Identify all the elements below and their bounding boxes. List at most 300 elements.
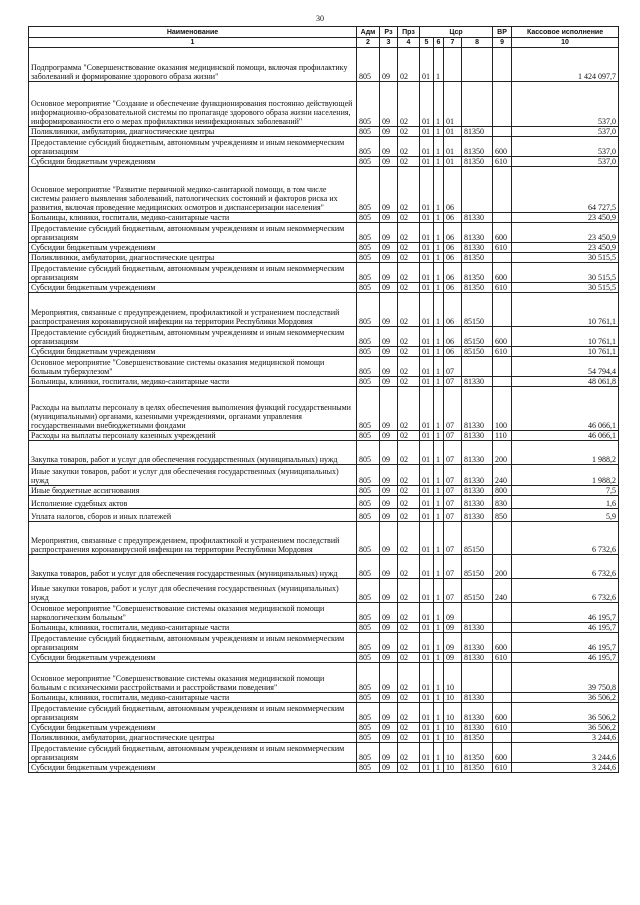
row-name: Иные бюджетные ассигнования bbox=[29, 486, 357, 496]
row-csr-direction: 81330 bbox=[462, 387, 493, 431]
row-name: Субсидии бюджетным учреждениям bbox=[29, 243, 357, 253]
row-csr-direction: 81330 bbox=[462, 465, 493, 486]
row-csr-program: 01 bbox=[420, 522, 434, 555]
row-adm: 805 bbox=[357, 127, 380, 137]
row-prz: 02 bbox=[398, 263, 420, 283]
row-adm: 805 bbox=[357, 663, 380, 693]
header-name: Наименование bbox=[29, 27, 357, 38]
row-vr bbox=[493, 357, 512, 377]
row-csr-subprogram: 1 bbox=[434, 431, 444, 441]
table-row bbox=[29, 293, 619, 327]
row-vr bbox=[493, 377, 512, 387]
row-name: Субсидии бюджетным учреждениям bbox=[29, 653, 357, 663]
table-row bbox=[29, 693, 619, 703]
row-csr-program: 01 bbox=[420, 213, 434, 223]
table-row bbox=[29, 127, 619, 137]
row-csr-event: 06 bbox=[444, 223, 462, 243]
row-rz: 09 bbox=[380, 486, 398, 496]
row-vr bbox=[493, 82, 512, 127]
row-csr-event: 09 bbox=[444, 623, 462, 633]
row-csr-event: 07 bbox=[444, 431, 462, 441]
row-csr-direction: 81350 bbox=[462, 137, 493, 157]
row-csr-event: 10 bbox=[444, 723, 462, 733]
row-adm: 805 bbox=[357, 263, 380, 283]
column-number: 2 bbox=[357, 38, 380, 48]
row-csr-direction: 81350 bbox=[462, 763, 493, 773]
column-number-row bbox=[29, 38, 619, 48]
row-prz: 02 bbox=[398, 377, 420, 387]
row-amount: 7,5 bbox=[512, 486, 619, 496]
row-csr-direction: 85150 bbox=[462, 522, 493, 555]
column-number: 9 bbox=[493, 38, 512, 48]
row-vr: 600 bbox=[493, 743, 512, 763]
column-number: 8 bbox=[462, 38, 493, 48]
table-row bbox=[29, 283, 619, 293]
row-csr-subprogram: 1 bbox=[434, 253, 444, 263]
row-adm: 805 bbox=[357, 603, 380, 623]
row-csr-event: 10 bbox=[444, 663, 462, 693]
row-adm: 805 bbox=[357, 293, 380, 327]
row-name: Предоставление субсидий бюджетным, автономным учреждениям и иным некоммерческим организациям bbox=[29, 327, 357, 347]
header-row bbox=[29, 27, 619, 38]
row-adm: 805 bbox=[357, 555, 380, 579]
header-csr: Цср bbox=[420, 27, 493, 38]
row-prz: 02 bbox=[398, 441, 420, 465]
row-vr: 240 bbox=[493, 465, 512, 486]
row-csr-subprogram: 1 bbox=[434, 387, 444, 431]
row-csr-event: 06 bbox=[444, 283, 462, 293]
row-csr-direction: 81350 bbox=[462, 263, 493, 283]
row-amount: 46 066,1 bbox=[512, 431, 619, 441]
row-vr bbox=[493, 522, 512, 555]
row-vr bbox=[493, 253, 512, 263]
table-row bbox=[29, 633, 619, 653]
row-csr-subprogram: 1 bbox=[434, 693, 444, 703]
row-prz: 02 bbox=[398, 357, 420, 377]
row-prz: 02 bbox=[398, 693, 420, 703]
row-adm: 805 bbox=[357, 253, 380, 263]
row-csr-event: 07 bbox=[444, 357, 462, 377]
row-csr-subprogram: 1 bbox=[434, 603, 444, 623]
row-vr: 200 bbox=[493, 555, 512, 579]
row-adm: 805 bbox=[357, 486, 380, 496]
row-prz: 02 bbox=[398, 253, 420, 263]
header-adm: Адм bbox=[357, 27, 380, 38]
row-vr: 100 bbox=[493, 387, 512, 431]
row-csr-event: 09 bbox=[444, 603, 462, 623]
table-row bbox=[29, 253, 619, 263]
page-number: 30 bbox=[316, 14, 324, 23]
row-name: Основное мероприятие "Совершенствование системы оказания медицинской помощи наркологическим больным" bbox=[29, 603, 357, 623]
row-prz: 02 bbox=[398, 603, 420, 623]
row-prz: 02 bbox=[398, 703, 420, 723]
row-rz: 09 bbox=[380, 377, 398, 387]
row-amount: 6 732,6 bbox=[512, 555, 619, 579]
row-adm: 805 bbox=[357, 693, 380, 703]
row-csr-direction bbox=[462, 167, 493, 213]
table-row bbox=[29, 579, 619, 603]
row-csr-event: 06 bbox=[444, 327, 462, 347]
row-adm: 805 bbox=[357, 387, 380, 431]
row-csr-event bbox=[444, 48, 462, 82]
row-amount: 5,9 bbox=[512, 509, 619, 522]
row-prz: 02 bbox=[398, 723, 420, 733]
row-amount: 48 061,8 bbox=[512, 377, 619, 387]
row-csr-program: 01 bbox=[420, 623, 434, 633]
row-csr-subprogram: 1 bbox=[434, 623, 444, 633]
row-adm: 805 bbox=[357, 763, 380, 773]
row-csr-event: 07 bbox=[444, 377, 462, 387]
row-rz: 09 bbox=[380, 763, 398, 773]
row-csr-program: 01 bbox=[420, 431, 434, 441]
row-name: Субсидии бюджетным учреждениям bbox=[29, 723, 357, 733]
table-row bbox=[29, 347, 619, 357]
row-csr-program: 01 bbox=[420, 137, 434, 157]
row-csr-direction: 85150 bbox=[462, 555, 493, 579]
row-name: Основное мероприятие "Совершенствование системы оказания медицинской помощи больным с психическими расстройствами и расстройствами поведения" bbox=[29, 663, 357, 693]
row-csr-direction: 81330 bbox=[462, 496, 493, 509]
table-row bbox=[29, 555, 619, 579]
row-csr-event: 06 bbox=[444, 347, 462, 357]
budget-table bbox=[28, 26, 619, 773]
row-prz: 02 bbox=[398, 431, 420, 441]
table-row bbox=[29, 603, 619, 623]
row-csr-program: 01 bbox=[420, 127, 434, 137]
row-vr: 600 bbox=[493, 327, 512, 347]
row-csr-subprogram: 1 bbox=[434, 555, 444, 579]
row-csr-event: 06 bbox=[444, 213, 462, 223]
row-csr-event: 06 bbox=[444, 293, 462, 327]
row-adm: 805 bbox=[357, 327, 380, 347]
row-csr-subprogram: 1 bbox=[434, 157, 444, 167]
row-amount: 23 450,9 bbox=[512, 213, 619, 223]
row-vr: 800 bbox=[493, 486, 512, 496]
row-csr-event: 01 bbox=[444, 127, 462, 137]
row-vr bbox=[493, 48, 512, 82]
row-name: Поликлиники, амбулатории, диагностические центры bbox=[29, 253, 357, 263]
row-csr-direction: 81330 bbox=[462, 223, 493, 243]
row-name: Уплата налогов, сборов и иных платежей bbox=[29, 509, 357, 522]
row-rz: 09 bbox=[380, 579, 398, 603]
row-csr-program: 01 bbox=[420, 263, 434, 283]
row-amount: 30 515,5 bbox=[512, 283, 619, 293]
row-adm: 805 bbox=[357, 167, 380, 213]
row-vr: 610 bbox=[493, 283, 512, 293]
row-rz: 09 bbox=[380, 509, 398, 522]
table-row bbox=[29, 703, 619, 723]
row-amount: 46 066,1 bbox=[512, 387, 619, 431]
row-csr-event: 07 bbox=[444, 509, 462, 522]
row-csr-direction: 81350 bbox=[462, 253, 493, 263]
row-csr-program: 01 bbox=[420, 293, 434, 327]
row-csr-subprogram: 1 bbox=[434, 723, 444, 733]
row-csr-program: 01 bbox=[420, 723, 434, 733]
row-csr-program: 01 bbox=[420, 703, 434, 723]
row-name: Мероприятия, связанные с предупреждением, профилактикой и устранением последствий распространения коронавирусной инфекции на территории Республики Мордовия bbox=[29, 293, 357, 327]
row-name: Предоставление субсидий бюджетным, автономным учреждениям и иным некоммерческим организациям bbox=[29, 743, 357, 763]
row-rz: 09 bbox=[380, 347, 398, 357]
row-csr-program: 01 bbox=[420, 82, 434, 127]
row-rz: 09 bbox=[380, 663, 398, 693]
row-prz: 02 bbox=[398, 486, 420, 496]
row-adm: 805 bbox=[357, 579, 380, 603]
row-csr-direction: 81330 bbox=[462, 693, 493, 703]
row-rz: 09 bbox=[380, 213, 398, 223]
row-amount: 6 732,6 bbox=[512, 522, 619, 555]
row-vr: 830 bbox=[493, 496, 512, 509]
row-amount: 46 195,7 bbox=[512, 653, 619, 663]
column-number: 7 bbox=[444, 38, 462, 48]
row-prz: 02 bbox=[398, 579, 420, 603]
row-prz: 02 bbox=[398, 223, 420, 243]
row-vr: 600 bbox=[493, 223, 512, 243]
row-vr: 110 bbox=[493, 431, 512, 441]
row-rz: 09 bbox=[380, 327, 398, 347]
row-vr: 610 bbox=[493, 157, 512, 167]
row-csr-direction: 81350 bbox=[462, 157, 493, 167]
row-rz: 09 bbox=[380, 703, 398, 723]
row-csr-direction bbox=[462, 603, 493, 623]
table-row bbox=[29, 357, 619, 377]
row-name: Основное мероприятие "Развитие первичной медико-санитарной помощи, в том числе системы раннего выявления заболеваний, патологических состояний и факторов риска их развития, включая проведение медицинских осмотров и диспансеризации населения" bbox=[29, 167, 357, 213]
row-name: Больницы, клиники, госпитали, медико-санитарные части bbox=[29, 693, 357, 703]
row-csr-event: 07 bbox=[444, 465, 462, 486]
row-prz: 02 bbox=[398, 653, 420, 663]
row-csr-subprogram: 1 bbox=[434, 127, 444, 137]
row-csr-program: 01 bbox=[420, 555, 434, 579]
row-csr-subprogram: 1 bbox=[434, 653, 444, 663]
table-row bbox=[29, 263, 619, 283]
row-csr-subprogram: 1 bbox=[434, 167, 444, 213]
row-csr-subprogram: 1 bbox=[434, 223, 444, 243]
row-rz: 09 bbox=[380, 223, 398, 243]
row-prz: 02 bbox=[398, 387, 420, 431]
row-adm: 805 bbox=[357, 522, 380, 555]
row-csr-subprogram: 1 bbox=[434, 743, 444, 763]
table-row bbox=[29, 223, 619, 243]
row-adm: 805 bbox=[357, 703, 380, 723]
row-name: Мероприятия, связанные с предупреждением, профилактикой и устранением последствий распространения коронавирусной инфекции на территории Республики Мордовия bbox=[29, 522, 357, 555]
row-vr bbox=[493, 127, 512, 137]
table-row bbox=[29, 137, 619, 157]
row-prz: 02 bbox=[398, 663, 420, 693]
row-prz: 02 bbox=[398, 167, 420, 213]
row-csr-subprogram: 1 bbox=[434, 663, 444, 693]
row-rz: 09 bbox=[380, 555, 398, 579]
row-vr: 610 bbox=[493, 723, 512, 733]
row-vr: 610 bbox=[493, 347, 512, 357]
row-csr-subprogram: 1 bbox=[434, 465, 444, 486]
row-csr-program: 01 bbox=[420, 283, 434, 293]
row-prz: 02 bbox=[398, 347, 420, 357]
row-adm: 805 bbox=[357, 441, 380, 465]
row-rz: 09 bbox=[380, 243, 398, 253]
row-amount: 30 515,5 bbox=[512, 263, 619, 283]
row-csr-subprogram: 1 bbox=[434, 137, 444, 157]
row-adm: 805 bbox=[357, 357, 380, 377]
row-rz: 09 bbox=[380, 465, 398, 486]
row-vr bbox=[493, 213, 512, 223]
row-vr: 850 bbox=[493, 509, 512, 522]
row-csr-event: 09 bbox=[444, 653, 462, 663]
table-row bbox=[29, 509, 619, 522]
row-csr-program: 01 bbox=[420, 157, 434, 167]
row-adm: 805 bbox=[357, 509, 380, 522]
row-name: Предоставление субсидий бюджетным, автономным учреждениям и иным некоммерческим организациям bbox=[29, 263, 357, 283]
header-rz: Рз bbox=[380, 27, 398, 38]
row-vr bbox=[493, 167, 512, 213]
row-amount: 23 450,9 bbox=[512, 223, 619, 243]
row-prz: 02 bbox=[398, 465, 420, 486]
row-csr-program: 01 bbox=[420, 633, 434, 653]
row-prz: 02 bbox=[398, 243, 420, 253]
row-amount: 64 727,5 bbox=[512, 167, 619, 213]
row-csr-event: 06 bbox=[444, 243, 462, 253]
row-prz: 02 bbox=[398, 623, 420, 633]
row-name: Основное мероприятие "Создание и обеспечение функционирования постоянно действующей информационно-образовательной системы по пропаганде здорового образа жизни населения, информированности его о мерах профилактики неинфекционных заболеваний" bbox=[29, 82, 357, 127]
row-csr-direction: 81350 bbox=[462, 127, 493, 137]
row-amount: 1 424 097,7 bbox=[512, 48, 619, 82]
row-csr-event: 09 bbox=[444, 633, 462, 653]
table-row bbox=[29, 465, 619, 486]
row-adm: 805 bbox=[357, 377, 380, 387]
row-amount: 537,0 bbox=[512, 82, 619, 127]
row-amount: 537,0 bbox=[512, 127, 619, 137]
row-vr: 600 bbox=[493, 137, 512, 157]
row-csr-direction: 81350 bbox=[462, 743, 493, 763]
row-prz: 02 bbox=[398, 733, 420, 743]
table-row bbox=[29, 431, 619, 441]
row-csr-subprogram: 1 bbox=[434, 327, 444, 347]
row-name: Субсидии бюджетным учреждениям bbox=[29, 763, 357, 773]
row-csr-direction: 81330 bbox=[462, 441, 493, 465]
row-amount: 54 794,4 bbox=[512, 357, 619, 377]
row-name: Предоставление субсидий бюджетным, автономным учреждениям и иным некоммерческим организациям bbox=[29, 703, 357, 723]
row-csr-program: 01 bbox=[420, 48, 434, 82]
table-row bbox=[29, 243, 619, 253]
row-amount: 46 195,7 bbox=[512, 623, 619, 633]
row-csr-program: 01 bbox=[420, 223, 434, 243]
row-name: Подпрограмма "Совершенствование оказания медицинской помощи, включая профилактику заболеваний и формирование здорового образа жизни" bbox=[29, 48, 357, 82]
row-csr-subprogram: 1 bbox=[434, 763, 444, 773]
row-csr-event: 07 bbox=[444, 441, 462, 465]
row-csr-program: 01 bbox=[420, 653, 434, 663]
row-csr-event: 10 bbox=[444, 733, 462, 743]
row-csr-direction: 81330 bbox=[462, 486, 493, 496]
row-name: Основное мероприятие "Совершенствование системы оказания медицинской помощи больным туберкулезом" bbox=[29, 357, 357, 377]
row-csr-direction: 81350 bbox=[462, 283, 493, 293]
row-csr-subprogram: 1 bbox=[434, 703, 444, 723]
row-prz: 02 bbox=[398, 213, 420, 223]
row-prz: 02 bbox=[398, 127, 420, 137]
row-vr: 610 bbox=[493, 243, 512, 253]
table-row bbox=[29, 663, 619, 693]
row-rz: 09 bbox=[380, 82, 398, 127]
row-adm: 805 bbox=[357, 283, 380, 293]
row-csr-subprogram: 1 bbox=[434, 633, 444, 653]
row-adm: 805 bbox=[357, 243, 380, 253]
table-row bbox=[29, 763, 619, 773]
row-amount: 10 761,1 bbox=[512, 347, 619, 357]
row-name: Предоставление субсидий бюджетным, автономным учреждениям и иным некоммерческим организациям bbox=[29, 633, 357, 653]
row-rz: 09 bbox=[380, 293, 398, 327]
row-csr-direction: 81330 bbox=[462, 723, 493, 733]
row-csr-event: 10 bbox=[444, 743, 462, 763]
row-csr-program: 01 bbox=[420, 663, 434, 693]
column-number: 5 bbox=[420, 38, 434, 48]
row-adm: 805 bbox=[357, 496, 380, 509]
table-row bbox=[29, 167, 619, 213]
row-csr-event: 01 bbox=[444, 157, 462, 167]
row-vr: 600 bbox=[493, 703, 512, 723]
row-adm: 805 bbox=[357, 223, 380, 243]
row-rz: 09 bbox=[380, 357, 398, 377]
row-csr-subprogram: 1 bbox=[434, 377, 444, 387]
row-vr bbox=[493, 603, 512, 623]
row-name: Предоставление субсидий бюджетным, автономным учреждениям и иным некоммерческим организациям bbox=[29, 137, 357, 157]
row-prz: 02 bbox=[398, 509, 420, 522]
row-csr-program: 01 bbox=[420, 347, 434, 357]
row-amount: 3 244,6 bbox=[512, 743, 619, 763]
row-csr-event: 07 bbox=[444, 579, 462, 603]
row-adm: 805 bbox=[357, 213, 380, 223]
row-amount: 36 506,2 bbox=[512, 723, 619, 733]
row-csr-direction: 81330 bbox=[462, 213, 493, 223]
table-row bbox=[29, 377, 619, 387]
row-prz: 02 bbox=[398, 293, 420, 327]
row-rz: 09 bbox=[380, 743, 398, 763]
row-prz: 02 bbox=[398, 157, 420, 167]
row-amount: 23 450,9 bbox=[512, 243, 619, 253]
table-row bbox=[29, 327, 619, 347]
row-amount: 6 732,6 bbox=[512, 579, 619, 603]
row-name: Предоставление субсидий бюджетным, автономным учреждениям и иным некоммерческим организациям bbox=[29, 223, 357, 243]
row-prz: 02 bbox=[398, 327, 420, 347]
row-adm: 805 bbox=[357, 157, 380, 167]
row-csr-event: 07 bbox=[444, 387, 462, 431]
row-adm: 805 bbox=[357, 137, 380, 157]
row-amount: 537,0 bbox=[512, 137, 619, 157]
row-name: Исполнение судебных актов bbox=[29, 496, 357, 509]
row-csr-program: 01 bbox=[420, 465, 434, 486]
row-rz: 09 bbox=[380, 48, 398, 82]
row-vr: 200 bbox=[493, 441, 512, 465]
row-csr-subprogram: 1 bbox=[434, 48, 444, 82]
row-csr-program: 01 bbox=[420, 763, 434, 773]
row-vr bbox=[493, 733, 512, 743]
row-vr bbox=[493, 623, 512, 633]
row-csr-event: 06 bbox=[444, 167, 462, 213]
table-row bbox=[29, 441, 619, 465]
row-csr-direction: 81330 bbox=[462, 633, 493, 653]
row-rz: 09 bbox=[380, 137, 398, 157]
table-row bbox=[29, 48, 619, 82]
row-csr-program: 01 bbox=[420, 496, 434, 509]
row-vr: 610 bbox=[493, 763, 512, 773]
table-row bbox=[29, 733, 619, 743]
row-amount: 10 761,1 bbox=[512, 327, 619, 347]
table-body bbox=[29, 48, 619, 773]
row-name: Расходы на выплаты персоналу казенных учреждений bbox=[29, 431, 357, 441]
row-rz: 09 bbox=[380, 723, 398, 733]
row-name: Закупка товаров, работ и услуг для обеспечения государственных (муниципальных) нужд bbox=[29, 555, 357, 579]
row-csr-direction: 85150 bbox=[462, 347, 493, 357]
row-csr-subprogram: 1 bbox=[434, 82, 444, 127]
row-name: Субсидии бюджетным учреждениям bbox=[29, 283, 357, 293]
row-csr-direction: 81330 bbox=[462, 431, 493, 441]
row-csr-subprogram: 1 bbox=[434, 522, 444, 555]
row-amount: 1,6 bbox=[512, 496, 619, 509]
